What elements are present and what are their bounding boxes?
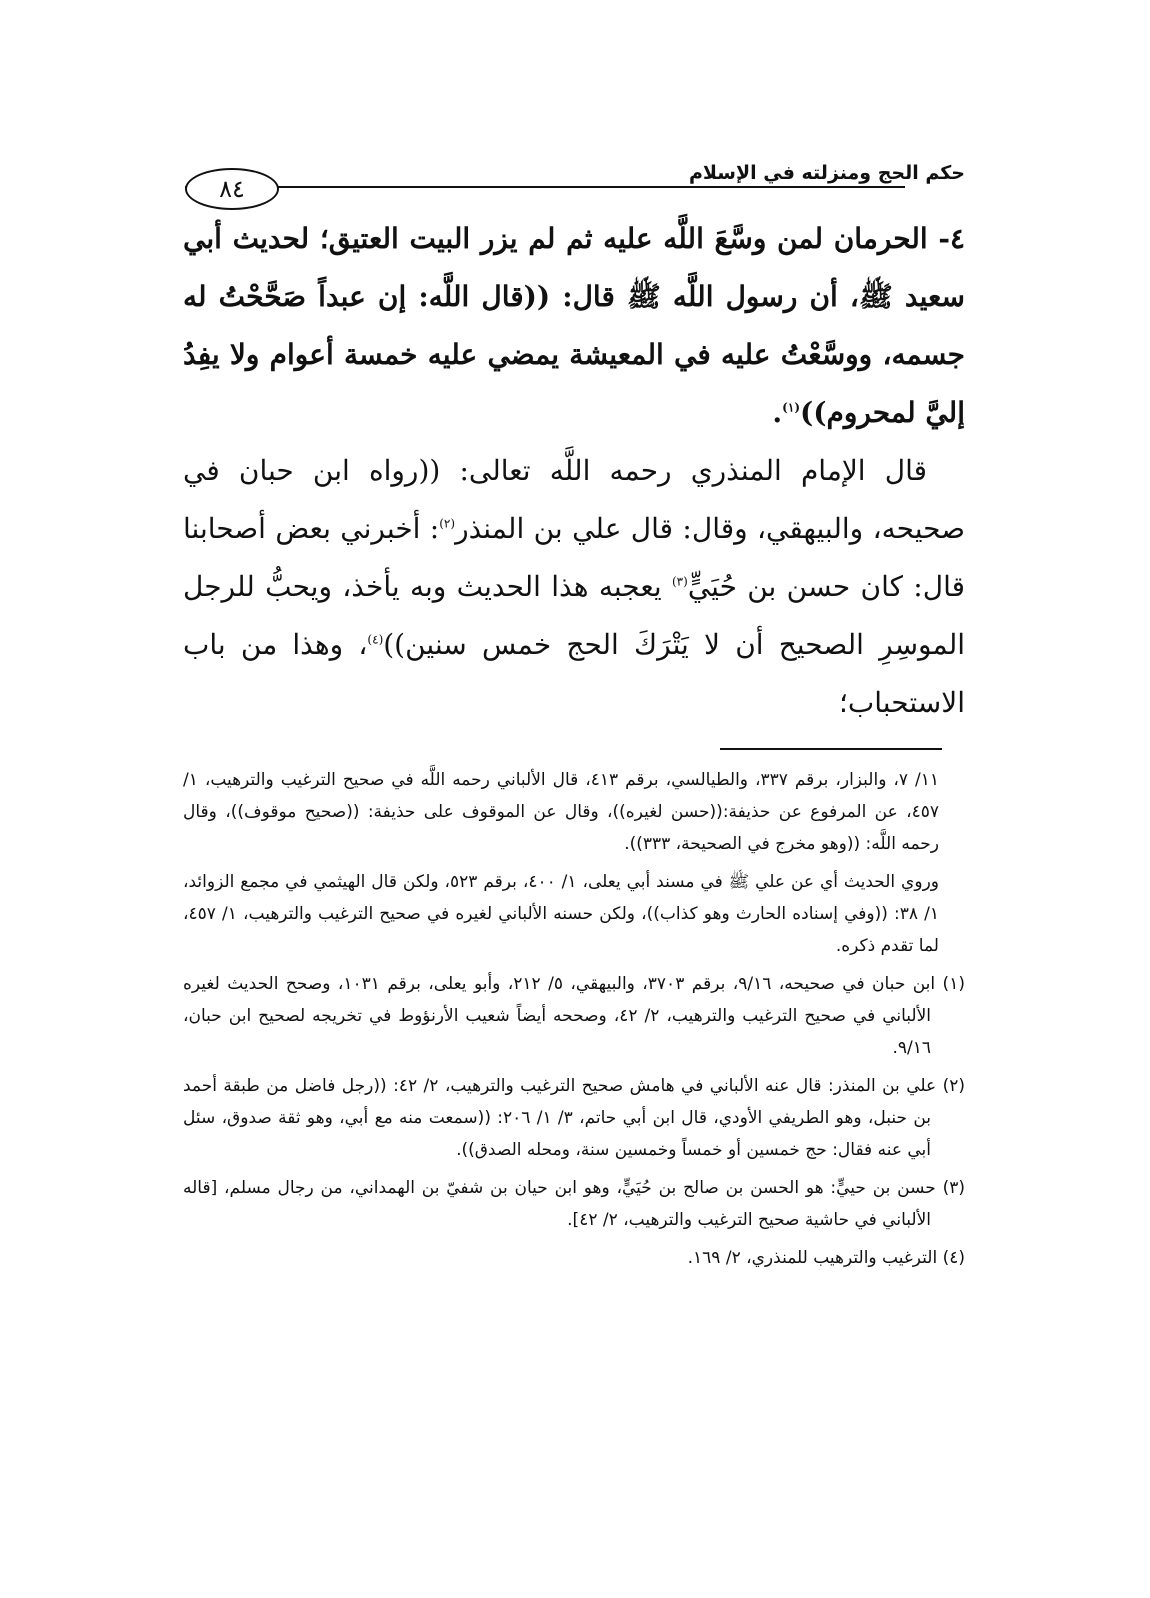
commentary-part-b: : أخبرني بعض أصحابنا قال: كان حسن بن حُيَيٍّ [183, 512, 965, 603]
footnote-continuation-1: ١١/ ٧، والبزار، برقم ٣٣٧، والطيالسي، برقم ٤١٣، قال الألباني رحمه اللَّه في صحيح الترغيب والترهيب، ١/ ٤٥٧، عن المرفوع عن حذيفة:((حسن لغيره))، وقال عن الموقوف على حذيفة: ((صحيح موقوف))، وقال رحمه اللَّه: ((وهو مخرج في الصحيحة، ٣٣٣)). [183, 770, 939, 854]
footnote-ref-4: (٤) [367, 632, 384, 647]
footnote-ref-3: (٣) [671, 574, 688, 589]
hadith-text: ٤- الحرمان لمن وسَّعَ اللَّه عليه ثم لم يزر البيت العتيق؛ لحديث أبي سعيد ﷺ، أن رسول اللَّه ﷺ قال: ((قال اللَّه: إن عبداً صَحَّحْتُ له جسمه، ووسَّعْتُ عليه في المعيشة يمضي عليه خمسة أعوام ولا يفِدُ إليَّ لمحروم)) [183, 222, 965, 429]
footnote-separator [720, 748, 942, 750]
footnote-ref-1: (١) [782, 400, 800, 415]
header-title: حكم الحج ومنزلته في الإسلام [688, 162, 965, 184]
header-rule [185, 186, 905, 188]
footnote-2: (٢) علي بن المنذر: قال عنه الألباني في هامش صحيح الترغيب والترهيب، ٢/ ٤٢: ((رجل فاضل من طبقة أحمد بن حنبل، وهو الطريفي الأودي، قال ابن أبي حاتم، ٣/ ١/ ٢٠٦: ((سمعت منه مع أبي، وهو ثقة صدوق، سئل أبي عنه فقال: حج خمسين أو خمساً وخمسين سنة، ومحله الصدق)). [183, 1076, 966, 1160]
footnote-3: (٣) حسن بن حييٍّ: هو الحسن بن صالح بن حُيَيٍّ، وهو ابن حيان بن شفيّ بن الهمداني، من رجال مسلم، [قاله الألباني في حاشية صحيح الترغيب والترهيب، ٢/ ٤٢]. [183, 1178, 965, 1230]
running-header [185, 156, 965, 208]
paragraph-hadith: ٤- الحرمان لمن وسَّعَ اللَّه عليه ثم لم يزر البيت العتيق؛ لحديث أبي سعيد ﷺ، أن رسول اللَّه ﷺ قال: ((قال اللَّه: إن عبداً صَحَّحْتُ له جسمه، ووسَّعْتُ عليه في المعيشة يمضي عليه خمسة أعوام ولا يفِدُ إليَّ لمحروم))$^{(١)}$. [183, 222, 965, 429]
footnote-ref-2: (٢) [439, 516, 456, 531]
paragraph-commentary [183, 442, 965, 732]
commentary-part-a: قال الإمام المنذري رحمه اللَّه تعالى: ((رواه ابن حبان في صحيحه، والبيهقي، وقال: قال علي بن المنذر [183, 454, 965, 545]
commentary-part-d: ، وهذا من باب الاستحباب؛ [183, 628, 965, 719]
commentary-part-c: يعجبه هذا الحديث وبه يأخذ، ويحبُّ للرجل الموسِرِ الصحيح أن لا يَتْرَكَ الحج خمس سنين)) [183, 570, 966, 661]
footnote-4: (٤) الترغيب والترهيب للمنذري، ٢/ ١٦٩. [687, 1248, 965, 1268]
footnotes [183, 764, 965, 1280]
main-text [183, 210, 965, 732]
footnote-1: (١) ابن حبان في صحيحه، ٩/١٦، برقم ٣٧٠٣، والبيهقي، ٥/ ٢١٢، وأبو يعلى، برقم ١٠٣١، وصحح الحديث لغيره الألباني في صحيح الترغيب والترهيب، ٢/ ٤٢، وصححه أيضاً شعيب الأرنؤوط في تخريجه لصحيح ابن حبان، ٩/١٦. [183, 974, 965, 1058]
footnote-continuation-2: وروي الحديث أي عن علي ﷺ في مسند أبي يعلى، ١/ ٤٠٠، برقم ٥٢٣، ولكن قال الهيثمي في مجمع الزوائد، ١/ ٣٨: ((وفي إسناده الحارث وهو كذاب))، ولكن حسنه الألباني لغيره في صحيح الترغيب والترهيب، ١/ ٤٥٧، لما تقدم ذكره. [183, 872, 939, 956]
page-number: ٨٤ [185, 168, 279, 210]
